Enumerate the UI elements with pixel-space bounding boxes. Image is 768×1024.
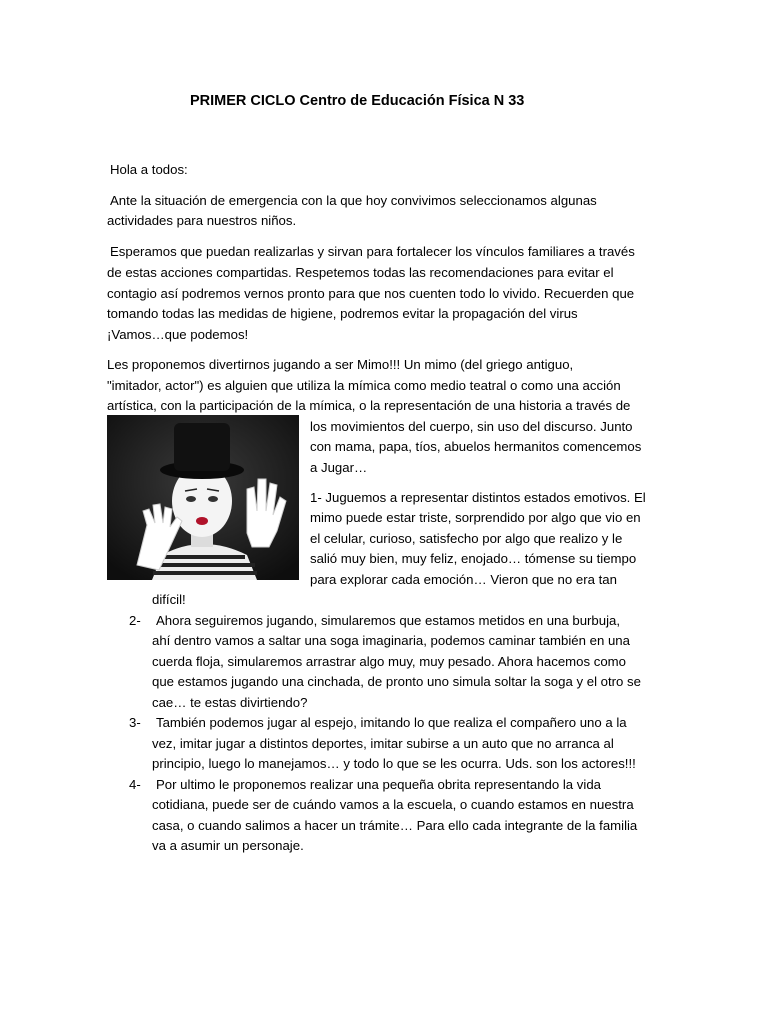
item2-number: 2-: [129, 613, 141, 628]
para2-line: de estas acciones compartidas. Respetemos todas las recomendaciones para evitar el: [107, 265, 614, 280]
item3-line: vez, imitar jugar a distintos deportes, imitar subirse a un auto que no arranca al: [152, 736, 614, 751]
mime-lips: [196, 517, 208, 525]
para3-line: "imitador, actor") es alguien que utiliza la mímica como medio teatral o como una acción: [107, 378, 621, 393]
para2-line: tomando todas las medidas de higiene, podremos evitar la propagación del virus: [107, 306, 578, 321]
para2-line: ¡Vamos…que podemos!: [107, 327, 249, 342]
item4-line: va a asumir un personaje.: [152, 838, 304, 853]
item4-line: casa, o cuando salimos a hacer un trámite… Para ello cada integrante de la familia: [152, 818, 638, 833]
item1-line: mimo puede estar triste, sorprendido por algo que vio en: [310, 510, 641, 525]
item3-line: También podemos jugar al espejo, imitando lo que realiza el compañero uno a la: [156, 715, 627, 730]
para2-line: Esperamos que puedan realizarlas y sirvan para fortalecer los vínculos familiares a través: [110, 244, 635, 259]
para3-line: artística, con la participación de la mímica, o la representación de una historia a través de: [107, 398, 631, 413]
item4-number: 4-: [129, 777, 141, 792]
item2-line: cuerda floja, simularemos arrastrar algo muy, muy pesado. Ahora hacemos como: [152, 654, 626, 669]
greeting: Hola a todos:: [110, 162, 188, 177]
item1-line: difícil!: [152, 592, 186, 607]
item2-line: Ahora seguiremos jugando, simularemos que estamos metidos en una burbuja,: [156, 613, 621, 628]
item4-line: Por ultimo le proponemos realizar una pequeña obrita representando la vida: [156, 777, 601, 792]
page-title: PRIMER CICLO Centro de Educación Física N 33: [190, 93, 525, 109]
item2-line: cae… te estas divirtiendo?: [152, 695, 308, 710]
item1-line: para explorar cada emoción… Vieron que no era tan: [310, 572, 617, 587]
para1-line: Ante la situación de emergencia con la que hoy convivimos seleccionamos algunas: [110, 193, 597, 208]
item1-line: el celular, curioso, satisfecho por algo que realizo y le: [310, 531, 623, 546]
item2-line: que estamos jugando una cinchada, de pronto uno simula soltar la soga y el otro se: [152, 674, 641, 689]
item3-line: principio, luego lo manejamos… y todo lo que se les ocurra. Uds. son los actores!!!: [152, 756, 636, 771]
para3-line: Les proponemos divertirnos jugando a ser Mimo!!! Un mimo (del griego antiguo,: [107, 357, 574, 372]
para3-line: con mama, papa, tíos, abuelos hermanitos comencemos: [310, 439, 642, 454]
mime-photo: [107, 415, 299, 580]
para3-line: los movimientos del cuerpo, sin uso del discurso. Junto: [310, 419, 633, 434]
para3-line: a Jugar…: [310, 460, 368, 475]
item1-line: 1- Juguemos a representar distintos estados emotivos. El: [310, 490, 646, 505]
mime-illustration: [107, 415, 299, 580]
item1-line: salió muy bien, muy feliz, enojado… tómense su tiempo: [310, 551, 637, 566]
item4-line: cotidiana, puede ser de cuándo vamos a la escuela, o cuando estamos en nuestra: [152, 797, 634, 812]
para1-line: actividades para nuestros niños.: [107, 213, 297, 228]
para2-line: contagio así podremos vernos pronto para que nos cuenten todo lo vivido. Recuerden que: [107, 286, 635, 301]
item2-line: ahí dentro vamos a saltar una soga imaginaria, podemos caminar también en una: [152, 633, 630, 648]
item3-number: 3-: [129, 715, 141, 730]
